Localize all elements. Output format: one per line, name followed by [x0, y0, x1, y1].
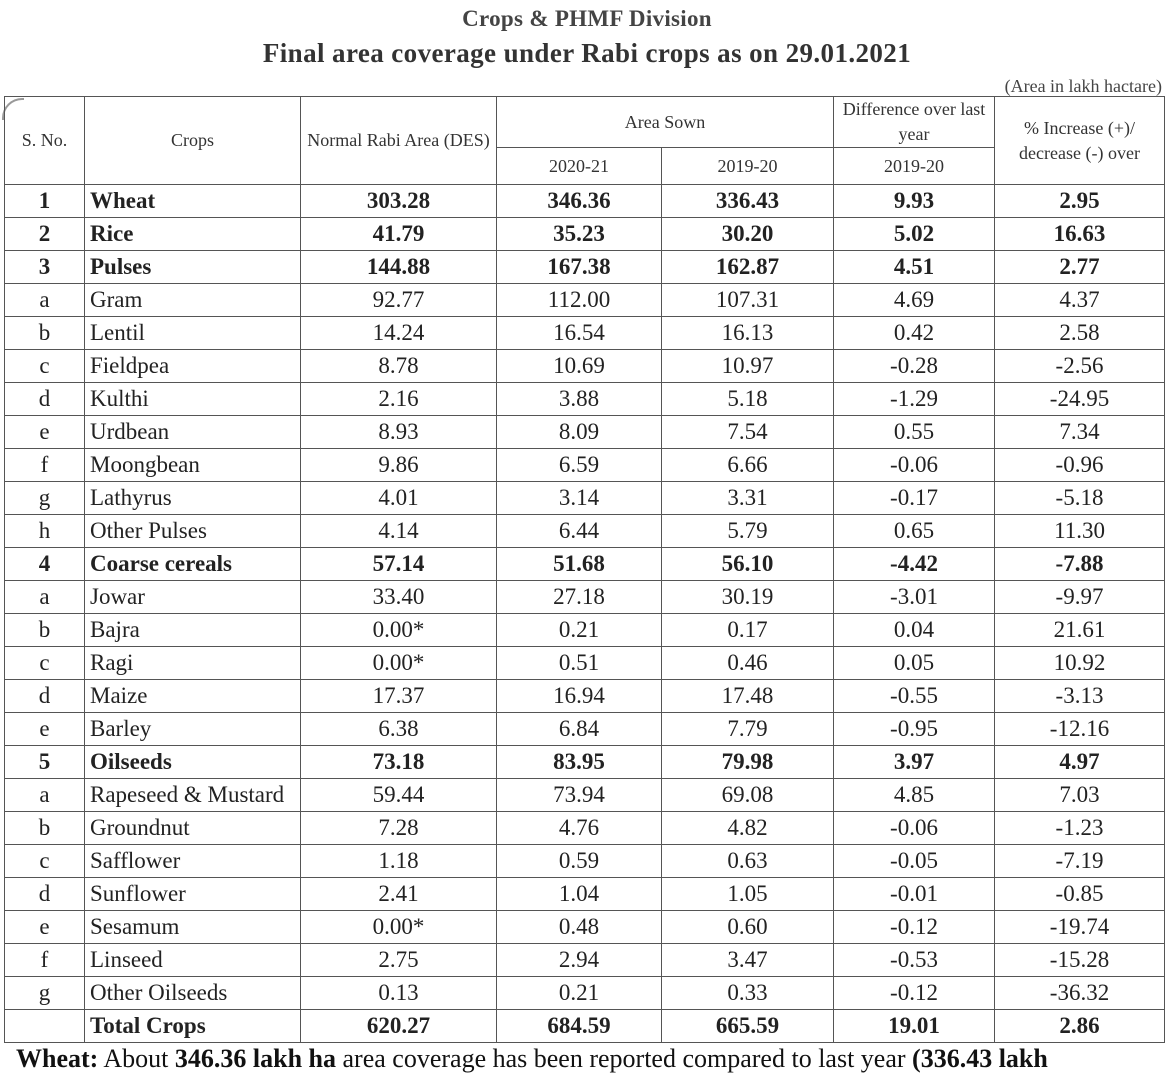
cell-difference: 4.69	[834, 284, 995, 317]
table-row	[5, 812, 1165, 845]
cell-percent-change: -19.74	[995, 911, 1165, 944]
footer-highlight: 346.36 lakh ha	[174, 1044, 337, 1073]
cell-sno: a	[5, 581, 85, 614]
cell-difference: 0.42	[834, 317, 995, 350]
cell-difference: -0.55	[834, 680, 995, 713]
cell-crop: Bajra	[85, 614, 301, 647]
cell-crop: Urdbean	[85, 416, 301, 449]
cell-normal-area: 17.37	[301, 680, 497, 713]
cell-crop: Coarse cereals	[85, 548, 301, 581]
cell-area-2020-21: 2.94	[497, 944, 662, 977]
col-header-difference: Difference over last year	[834, 97, 995, 148]
cell-area-2020-21: 0.51	[497, 647, 662, 680]
cell-difference: 0.04	[834, 614, 995, 647]
table-row	[5, 581, 1165, 614]
cell-sno: d	[5, 383, 85, 416]
cell-normal-area: 59.44	[301, 779, 497, 812]
cell-area-2019-20: 4.82	[662, 812, 834, 845]
cell-area-2020-21: 6.44	[497, 515, 662, 548]
table-row	[5, 746, 1165, 779]
cell-area-2020-21: 0.48	[497, 911, 662, 944]
division-heading: Crops & PHMF Division	[462, 6, 712, 31]
cell-percent-change: -0.85	[995, 878, 1165, 911]
cell-normal-area: 8.78	[301, 350, 497, 383]
cell-percent-change: -7.88	[995, 548, 1165, 581]
table-row	[5, 647, 1165, 680]
cell-sno: b	[5, 317, 85, 350]
cell-difference: 0.65	[834, 515, 995, 548]
cell-area-2019-20: 6.66	[662, 449, 834, 482]
table-row	[5, 350, 1165, 383]
cell-normal-area: 6.38	[301, 713, 497, 746]
cell-area-2020-21: 35.23	[497, 218, 662, 251]
col-header-crops: Crops	[85, 97, 301, 185]
cell-area-2020-21: 51.68	[497, 548, 662, 581]
cell-area-2019-20: 0.63	[662, 845, 834, 878]
cell-percent-change: -24.95	[995, 383, 1165, 416]
cell-difference: -0.95	[834, 713, 995, 746]
table-row	[5, 548, 1165, 581]
col-header-2019-20: 2019-20	[662, 148, 834, 185]
cell-sno: d	[5, 878, 85, 911]
cell-area-2019-20: 3.47	[662, 944, 834, 977]
cell-area-2019-20: 5.79	[662, 515, 834, 548]
cell-difference: -0.05	[834, 845, 995, 878]
cell-crop: Safflower	[85, 845, 301, 878]
cell-area-2019-20: 3.31	[662, 482, 834, 515]
cell-sno: 5	[5, 746, 85, 779]
table-row	[5, 515, 1165, 548]
cell-crop: Fieldpea	[85, 350, 301, 383]
cell-area-2019-20: 30.19	[662, 581, 834, 614]
cell-area-2020-21: 83.95	[497, 746, 662, 779]
cell-normal-area: 620.27	[301, 1010, 497, 1043]
cell-area-2020-21: 684.59	[497, 1010, 662, 1043]
cell-area-2019-20: 107.31	[662, 284, 834, 317]
cell-normal-area: 92.77	[301, 284, 497, 317]
cell-sno: e	[5, 416, 85, 449]
cell-percent-change: -12.16	[995, 713, 1165, 746]
cell-percent-change: 16.63	[995, 218, 1165, 251]
cell-area-2019-20: 10.97	[662, 350, 834, 383]
cell-percent-change: -7.19	[995, 845, 1165, 878]
cell-crop: Maize	[85, 680, 301, 713]
cell-normal-area: 0.13	[301, 977, 497, 1010]
cell-percent-change: 4.37	[995, 284, 1165, 317]
cell-difference: -0.53	[834, 944, 995, 977]
col-header-area-sown: Area Sown	[497, 97, 834, 148]
cell-percent-change: -3.13	[995, 680, 1165, 713]
table-row	[5, 185, 1165, 218]
footer-text-a: About	[98, 1044, 175, 1073]
cell-area-2020-21: 6.84	[497, 713, 662, 746]
cell-crop: Barley	[85, 713, 301, 746]
cell-percent-change: 2.58	[995, 317, 1165, 350]
col-header-2020-21: 2020-21	[497, 148, 662, 185]
table-row	[5, 218, 1165, 251]
cell-area-2019-20: 30.20	[662, 218, 834, 251]
cell-sno: d	[5, 680, 85, 713]
table-row	[5, 845, 1165, 878]
cell-normal-area: 2.16	[301, 383, 497, 416]
cell-percent-change: 4.97	[995, 746, 1165, 779]
table-row	[5, 614, 1165, 647]
footer-lead: Wheat:	[16, 1044, 99, 1073]
cell-area-2020-21: 4.76	[497, 812, 662, 845]
cell-crop: Rice	[85, 218, 301, 251]
cell-percent-change: -5.18	[995, 482, 1165, 515]
cell-area-2019-20: 0.33	[662, 977, 834, 1010]
col-header-sno: S. No.	[5, 97, 85, 185]
table-row	[5, 680, 1165, 713]
table-row	[5, 977, 1165, 1010]
cell-crop: Ragi	[85, 647, 301, 680]
cell-percent-change: 10.92	[995, 647, 1165, 680]
table-row	[5, 944, 1165, 977]
table-row	[5, 449, 1165, 482]
cell-area-2020-21: 112.00	[497, 284, 662, 317]
table-row	[5, 1010, 1165, 1043]
unit-note: (Area in lakh hactare)	[1004, 76, 1162, 96]
cell-normal-area: 4.14	[301, 515, 497, 548]
cell-crop: Oilseeds	[85, 746, 301, 779]
cell-area-2019-20: 7.54	[662, 416, 834, 449]
cell-sno: b	[5, 812, 85, 845]
cell-difference: 4.51	[834, 251, 995, 284]
table-row	[5, 713, 1165, 746]
cell-percent-change: 21.61	[995, 614, 1165, 647]
cell-sno: e	[5, 713, 85, 746]
cell-percent-change: -1.23	[995, 812, 1165, 845]
table-row	[5, 317, 1165, 350]
cell-area-2019-20: 1.05	[662, 878, 834, 911]
cell-area-2020-21: 8.09	[497, 416, 662, 449]
cell-area-2020-21: 3.14	[497, 482, 662, 515]
cell-crop: Linseed	[85, 944, 301, 977]
cell-difference: -0.06	[834, 812, 995, 845]
cell-crop: Gram	[85, 284, 301, 317]
footer-tail: (336.43 lakh	[912, 1044, 1048, 1073]
cell-sno: f	[5, 944, 85, 977]
cell-difference: -3.01	[834, 581, 995, 614]
cell-area-2020-21: 16.54	[497, 317, 662, 350]
cell-area-2020-21: 3.88	[497, 383, 662, 416]
cell-crop: Rapeseed & Mustard	[85, 779, 301, 812]
cell-percent-change: 7.03	[995, 779, 1165, 812]
cell-area-2020-21: 27.18	[497, 581, 662, 614]
cell-crop: Kulthi	[85, 383, 301, 416]
table-row	[5, 911, 1165, 944]
cell-crop: Other Oilseeds	[85, 977, 301, 1010]
cell-percent-change: -9.97	[995, 581, 1165, 614]
cell-sno: b	[5, 614, 85, 647]
cell-difference: -0.06	[834, 449, 995, 482]
cell-normal-area: 8.93	[301, 416, 497, 449]
cell-sno: e	[5, 911, 85, 944]
cell-crop: Sesamum	[85, 911, 301, 944]
cell-area-2020-21: 0.21	[497, 614, 662, 647]
cell-area-2020-21: 6.59	[497, 449, 662, 482]
cell-sno: g	[5, 482, 85, 515]
cell-area-2020-21: 346.36	[497, 185, 662, 218]
cell-crop: Groundnut	[85, 812, 301, 845]
cell-area-2019-20: 79.98	[662, 746, 834, 779]
cell-difference: -0.28	[834, 350, 995, 383]
cell-area-2020-21: 73.94	[497, 779, 662, 812]
cell-sno	[5, 1010, 85, 1043]
table-row	[5, 416, 1165, 449]
cell-normal-area: 303.28	[301, 185, 497, 218]
cell-sno: g	[5, 977, 85, 1010]
cell-crop: Sunflower	[85, 878, 301, 911]
cell-normal-area: 0.00*	[301, 647, 497, 680]
cell-sno: 4	[5, 548, 85, 581]
cell-normal-area: 57.14	[301, 548, 497, 581]
cell-sno: 1	[5, 185, 85, 218]
cell-percent-change: 11.30	[995, 515, 1165, 548]
cell-normal-area: 14.24	[301, 317, 497, 350]
cell-area-2019-20: 0.60	[662, 911, 834, 944]
cell-sno: c	[5, 845, 85, 878]
table-row	[5, 383, 1165, 416]
cell-difference: 0.05	[834, 647, 995, 680]
cell-percent-change: 2.86	[995, 1010, 1165, 1043]
cell-normal-area: 1.18	[301, 845, 497, 878]
cell-difference: -4.42	[834, 548, 995, 581]
cell-crop: Total Crops	[85, 1010, 301, 1043]
cell-normal-area: 41.79	[301, 218, 497, 251]
col-header-difference-year: 2019-20	[834, 148, 995, 185]
cell-normal-area: 2.41	[301, 878, 497, 911]
cell-area-2019-20: 69.08	[662, 779, 834, 812]
cell-sno: 3	[5, 251, 85, 284]
cell-sno: c	[5, 350, 85, 383]
cell-normal-area: 0.00*	[301, 614, 497, 647]
cell-area-2020-21: 16.94	[497, 680, 662, 713]
cell-percent-change: -15.28	[995, 944, 1165, 977]
cell-area-2019-20: 665.59	[662, 1010, 834, 1043]
cell-percent-change: -0.96	[995, 449, 1165, 482]
cell-normal-area: 7.28	[301, 812, 497, 845]
cell-area-2019-20: 0.17	[662, 614, 834, 647]
cell-area-2019-20: 56.10	[662, 548, 834, 581]
cell-difference: -0.12	[834, 911, 995, 944]
rabi-crops-table	[4, 96, 1165, 1043]
cell-normal-area: 144.88	[301, 251, 497, 284]
cell-area-2019-20: 5.18	[662, 383, 834, 416]
cell-area-2019-20: 162.87	[662, 251, 834, 284]
cell-crop: Pulses	[85, 251, 301, 284]
cell-sno: f	[5, 449, 85, 482]
table-row	[5, 284, 1165, 317]
col-header-normal-area: Normal Rabi Area (DES)	[301, 97, 497, 185]
cell-sno: 2	[5, 218, 85, 251]
cell-difference: 0.55	[834, 416, 995, 449]
cell-area-2019-20: 16.13	[662, 317, 834, 350]
cell-difference: 5.02	[834, 218, 995, 251]
table-row	[5, 251, 1165, 284]
cell-normal-area: 4.01	[301, 482, 497, 515]
cell-crop: Moongbean	[85, 449, 301, 482]
cell-sno: c	[5, 647, 85, 680]
cell-sno: a	[5, 779, 85, 812]
cell-percent-change: -36.32	[995, 977, 1165, 1010]
cell-difference: 19.01	[834, 1010, 995, 1043]
cell-difference: -0.12	[834, 977, 995, 1010]
cell-sno: a	[5, 284, 85, 317]
table-row	[5, 482, 1165, 515]
cell-normal-area: 0.00*	[301, 911, 497, 944]
cell-difference: -0.01	[834, 878, 995, 911]
cell-percent-change: 2.77	[995, 251, 1165, 284]
cell-normal-area: 73.18	[301, 746, 497, 779]
table-row	[5, 779, 1165, 812]
cell-area-2019-20: 336.43	[662, 185, 834, 218]
cell-area-2020-21: 0.21	[497, 977, 662, 1010]
cell-area-2019-20: 17.48	[662, 680, 834, 713]
cell-difference: -0.17	[834, 482, 995, 515]
cell-area-2019-20: 0.46	[662, 647, 834, 680]
table-body	[5, 185, 1165, 1043]
page-title: Final area coverage under Rabi crops as on 29.01.2021	[262, 38, 912, 68]
cell-area-2020-21: 167.38	[497, 251, 662, 284]
cell-crop: Jowar	[85, 581, 301, 614]
cell-crop: Wheat	[85, 185, 301, 218]
cell-area-2020-21: 1.04	[497, 878, 662, 911]
cell-area-2019-20: 7.79	[662, 713, 834, 746]
cell-difference: 4.85	[834, 779, 995, 812]
cell-percent-change: -2.56	[995, 350, 1165, 383]
cell-area-2020-21: 10.69	[497, 350, 662, 383]
cell-normal-area: 33.40	[301, 581, 497, 614]
cell-area-2020-21: 0.59	[497, 845, 662, 878]
col-header-percent-change: % Increase (+)/ decrease (-) over	[995, 97, 1165, 185]
cell-percent-change: 2.95	[995, 185, 1165, 218]
cell-crop: Lathyrus	[85, 482, 301, 515]
footer-text-b: area coverage has been reported compared to last year	[336, 1044, 913, 1073]
cell-difference: 3.97	[834, 746, 995, 779]
cell-crop: Lentil	[85, 317, 301, 350]
cell-percent-change: 7.34	[995, 416, 1165, 449]
cell-crop: Other Pulses	[85, 515, 301, 548]
cell-difference: 9.93	[834, 185, 995, 218]
table-row	[5, 878, 1165, 911]
cell-difference: -1.29	[834, 383, 995, 416]
cell-normal-area: 9.86	[301, 449, 497, 482]
wheat-summary-note	[16, 1044, 1166, 1074]
cell-sno: h	[5, 515, 85, 548]
cell-normal-area: 2.75	[301, 944, 497, 977]
